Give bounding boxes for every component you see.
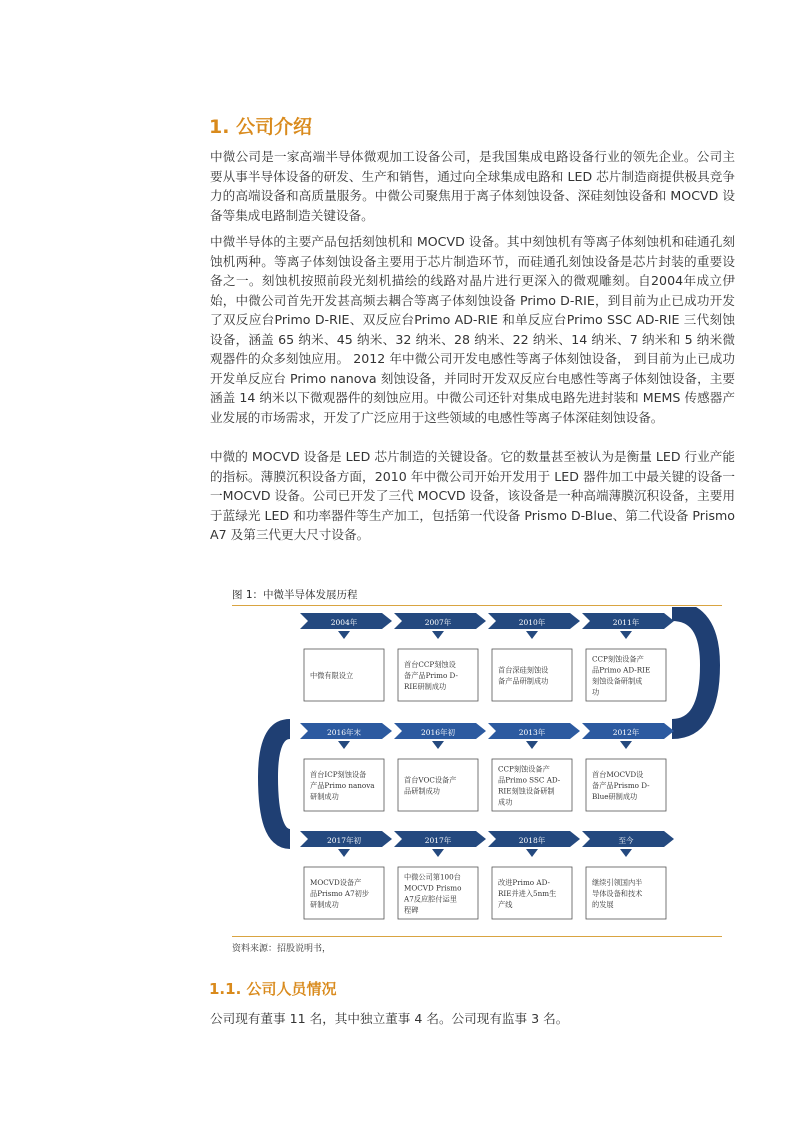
timeline-event-text: 继续引领国内半 xyxy=(592,878,643,887)
timeline-year-label: 2011年 xyxy=(612,618,640,627)
timeline-event-text: 备产品研制成功 xyxy=(498,676,549,686)
timeline-arrow xyxy=(338,631,350,639)
figure-caption: 图 1：中微半导体发展历程 xyxy=(232,589,358,601)
subsection-text: 公司现有董事 11 名，其中独立董事 4 名。公司现有监事 3 名。 xyxy=(210,1011,569,1026)
timeline-event-text: A7反应腔付运里 xyxy=(404,894,457,904)
timeline-event-text: 备产品Prismo D- xyxy=(592,781,650,790)
timeline-event-text: 首台深硅刻蚀设 xyxy=(498,665,549,675)
intro-paragraph-2: 中微半导体的主要产品包括刻蚀机和 MOCVD 设备。其中刻蚀机有等离子体刻蚀机和硅通孔刻蚀机两种。等离子体刻蚀设备主要用于芯片制造环节，而硅通孔刻蚀设备是芯片封装的重要设备之一。刻蚀机按照前段光刻机描绘的线路对晶片进行更深入的微观雕刻。自2004年成立伊始，中微公司首先开发甚高频去耦合等离子体刻蚀设备 Primo D-RIE，到目前为止已成功开发了双反应台Primo D-RIE、双反应台Primo AD-RIE 和单反应台Primo SSC AD-RIE 三代刻蚀设备，涵盖 65 纳米、45 纳米、32 纳米、28 纳米、22 纳米、14 纳米、7 纳米和 5 纳米微观器件的众多刻蚀应用。 2012 年中微公司开发电感性等离子体刻蚀设备， 到目前为止已成功开发单反应台 Primo nanova 刻蚀设备，并同时开发双反应台电感性等离子体刻蚀设备，主要涵盖 14 纳米以下微观器件的刻蚀应用。中微公司还针对集成电路先进封装和 MEMS 传感器产业发展的市场需求，开发了广泛应用于这些领域的电感性等离子体深硅刻蚀设备。 xyxy=(210,234,735,425)
timeline-diagram xyxy=(232,607,722,934)
timeline-arrow xyxy=(432,741,444,749)
timeline-year-label: 2010年 xyxy=(518,618,546,627)
timeline-event-text: 首台MOCVD设 xyxy=(592,770,644,779)
timeline-event-text: RIE研制成功 xyxy=(404,682,447,691)
timeline-event-text: 改进Primo AD- xyxy=(498,878,550,887)
timeline-event-text: 成功 xyxy=(498,797,513,807)
timeline-event-text: 程碑 xyxy=(404,905,419,915)
timeline-arrow xyxy=(338,849,350,857)
timeline-event-text: 首台CCP刻蚀设 xyxy=(404,660,456,669)
timeline-arrow xyxy=(526,631,538,639)
timeline-event-text: RIE并进入5nm生 xyxy=(498,889,557,898)
timeline-arrow xyxy=(338,741,350,749)
figure-source: 资料来源：招股说明书， xyxy=(232,944,332,954)
intro-paragraph-1: 中微公司是一家高端半导体微观加工设备公司，是我国集成电路设备行业的领先企业。公司主要从事半导体设备的研发、生产和销售，通过向全球集成电路和 LED 芯片制造商提供极具竞争力的高端设备和高质量服务。中微公司聚焦用于离子体刻蚀设备、深硅刻蚀设备和 MOCVD 设备等集成电路制造关键设备。 xyxy=(210,149,735,223)
timeline-year-label: 2007年 xyxy=(424,618,452,627)
subsection-title: 1.1. 公司人员情况 xyxy=(209,980,337,998)
timeline-event-text: 中微公司第100台 xyxy=(404,872,461,882)
timeline-year-label: 2016年初 xyxy=(420,728,456,737)
timeline-event-text: 刻蚀设备研制成 xyxy=(592,676,643,686)
timeline-arrow xyxy=(432,631,444,639)
timeline-year-label: 2017年初 xyxy=(326,836,362,845)
timeline-year-label: 2012年 xyxy=(612,728,640,737)
timeline-event-text: CCP刻蚀设备产 xyxy=(498,764,550,774)
section-title: 1. 公司介绍 xyxy=(209,116,313,138)
timeline-event-text: 研制成功 xyxy=(310,792,339,801)
timeline-arrow xyxy=(620,631,632,639)
timeline-event-text: Blue研制成功 xyxy=(592,792,638,801)
timeline-year-label: 2016年末 xyxy=(326,728,362,737)
timeline-event-text: RIE刻蚀设备研制 xyxy=(498,786,555,796)
timeline-event-text: 研制成功 xyxy=(310,900,339,909)
timeline-event-box xyxy=(398,759,478,811)
timeline-year-label: 2018年 xyxy=(518,836,546,845)
timeline-event-text: 首台VOC设备产 xyxy=(404,775,457,785)
timeline-event-text: 产线 xyxy=(498,900,513,909)
timeline-event-text: MOCVD设备产 xyxy=(310,878,362,887)
timeline-arrow xyxy=(526,741,538,749)
timeline-event-text: 备产品Primo D- xyxy=(404,671,458,680)
timeline-arrow xyxy=(432,849,444,857)
timeline-year-label: 2017年 xyxy=(424,836,452,845)
timeline-arrow xyxy=(620,741,632,749)
timeline-event-text: 品Prismo A7初步 xyxy=(310,889,370,898)
timeline-event-text: 导体设备和技术 xyxy=(592,889,643,898)
timeline-event-box xyxy=(492,649,572,701)
timeline-event-text: 中微有限设立 xyxy=(310,671,354,680)
timeline-event-text: 的发展 xyxy=(592,900,614,909)
intro-paragraph-3: 中微的 MOCVD 设备是 LED 芯片制造的关键设备。它的数量甚至被认为是衡量 LED 行业产能的指标。薄膜沉积设备方面，2010 年中微公司开始开发用于 LED 器件加工中最关键的设备一一MOCVD 设备。公司已开发了三代 MOCVD 设备，该设备是一种高端薄膜沉积设备，主要用于蓝绿光 LED 和功率器件等生产加工，包括第一代设备 Prismo D-Blue、第二代设备 Prismo A7 及第三代更大尺寸设备。 xyxy=(210,449,735,542)
figure-top-rule xyxy=(232,605,722,606)
figure-bottom-rule xyxy=(232,936,722,937)
timeline-event-text: 品Primo AD-RIE xyxy=(592,665,651,675)
timeline-year-label: 2004年 xyxy=(330,618,358,627)
timeline-year-label: 至今 xyxy=(618,836,634,845)
timeline-year-label: 2013年 xyxy=(518,728,546,737)
timeline-event-text: MOCVD Prismo xyxy=(404,883,462,893)
timeline-event-text: CCP刻蚀设备产 xyxy=(592,654,644,664)
timeline-arrow xyxy=(620,849,632,857)
timeline-event-text: 品Primo SSC AD- xyxy=(498,775,561,785)
timeline-event-text: 功 xyxy=(592,687,600,697)
timeline-arrow xyxy=(526,849,538,857)
timeline-event-text: 首台ICP刻蚀设备 xyxy=(310,770,367,779)
timeline-event-text: 产品Primo nanova xyxy=(310,781,375,790)
timeline-event-text: 品研制成功 xyxy=(404,786,440,796)
